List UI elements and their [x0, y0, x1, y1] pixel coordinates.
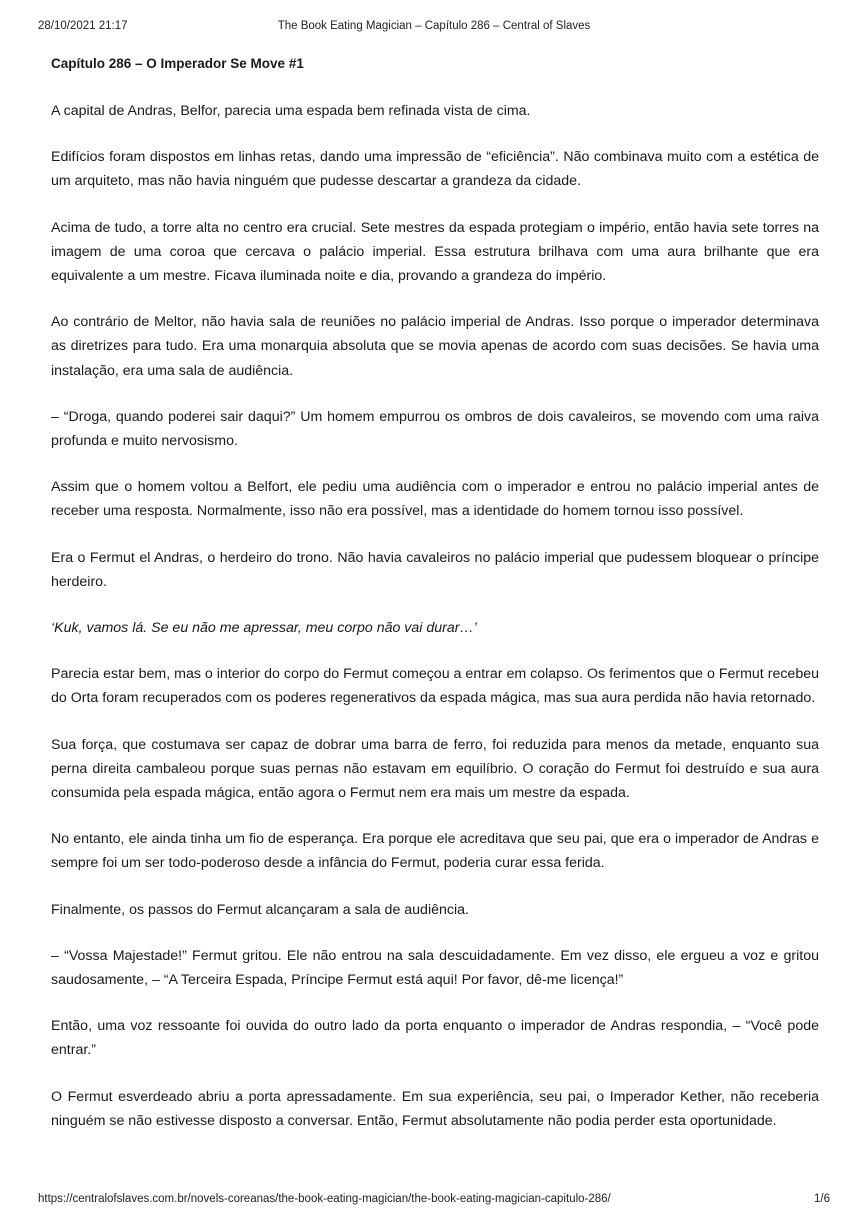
print-footer	[38, 1193, 830, 1209]
paragraph: Era o Fermut el Andras, o herdeiro do trono. Não havia cavaleiros no palácio imperial que pudessem bloquear o príncipe herdeiro.	[51, 549, 819, 590]
paragraph: Acima de tudo, a torre alta no centro era crucial. Sete mestres da espada protegiam o império, então havia sete torres na imagem de uma coroa que cercava o palácio imperial. Essa estrutura brilhava com uma aura brilhante que era equivalente a um mestre. Ficava iluminada noite e dia, provando a grandeza do império.	[51, 219, 819, 285]
paragraph: No entanto, ele ainda tinha um fio de esperança. Era porque ele acreditava que seu pai, que era o imperador de Andras e sempre foi um ser todo-poderoso desde a infância do Fermut, poderia curar essa ferida.	[51, 831, 819, 872]
paragraph: Finalmente, os passos do Fermut alcançaram a sala de audiência.	[51, 901, 469, 918]
paragraph: A capital de Andras, Belfor, parecia uma espada bem refinada vista de cima.	[51, 103, 531, 119]
paragraph: Sua força, que costumava ser capaz de dobrar uma barra de ferro, foi reduzida para menos da metade, enquanto sua perna direita cambaleou porque suas pernas não estavam em equilíbrio. O coração do Fermut foi destruído e sua aura consumida pela espada mágica, então agora o Fermut nem era mais um mestre da espada.	[51, 736, 819, 802]
article-body	[51, 54, 819, 1155]
print-header	[38, 20, 830, 36]
paragraph: Ao contrário de Meltor, não havia sala de reuniões no palácio imperial de Andras. Isso porque o imperador determinava as diretrizes para tudo. Era uma monarquia absoluta que se movia apenas de acordo com suas decisões. Se havia uma instalação, era uma sala de audiência.	[51, 314, 819, 379]
chapter-title: Capítulo 286 – O Imperador Se Move #1	[51, 56, 304, 71]
paragraph: – “Vossa Majestade!” Fermut gritou. Ele não entrou na sala descuidadamente. Em vez disso, ele ergueu a voz e gritou saudosamente, – “A Terceira Espada, Príncipe Fermut está aqui! Por favor, dê-me licença!”	[51, 947, 819, 989]
paragraph: Edifícios foram dispostos em linhas retas, dando uma impressão de “eficiência”. Não combinava muito com a estética de um arquiteto, mas não havia ninguém que pudesse descartar a grandeza da cidade.	[51, 149, 819, 190]
paragraph: Parecia estar bem, mas o interior do corpo do Fermut começou a entrar em colapso. Os ferimentos que o Fermut recebeu do Orta foram recuperados com os poderes regenerativos da espada mágica, mas sua aura perdida não havia retornado.	[51, 666, 819, 707]
page-number: 1/6	[814, 1193, 830, 1205]
paragraph: O Fermut esverdeado abriu a porta apressadamente. Em sua experiência, seu pai, o Imperador Kether, não receberia ninguém se não estivesse disposto a conversar. Então, Fermut absolutamente não podia perder esta oportunidade.	[51, 1088, 819, 1129]
paragraph: Então, uma voz ressoante foi ouvida do outro lado da porta enquanto o imperador de Andras respondia, – “Você pode entrar.”	[51, 1018, 819, 1059]
paragraph: Assim que o homem voltou a Belfort, ele pediu uma audiência com o imperador e entrou no palácio imperial antes de receber uma resposta. Normalmente, isso não era possível, mas a identidade do homem tornou isso possível.	[51, 479, 819, 520]
print-date: 28/10/2021 21:17	[38, 20, 128, 32]
paragraph: – “Droga, quando poderei sair daqui?” Um homem empurrou os ombros de dois cavaleiros, se movendo com uma raiva profunda e muito nervosismo.	[51, 408, 819, 450]
print-page-title: The Book Eating Magician – Capítulo 286 – Central of Slaves	[277, 20, 591, 32]
paragraph-italic-thought: ‘Kuk, vamos lá. Se eu não me apressar, meu corpo não vai durar…’	[51, 620, 477, 637]
print-url: https://centralofslaves.com.br/novels-coreanas/the-book-eating-magician/the-book-eating-magician-capitulo-286/	[38, 1193, 611, 1205]
